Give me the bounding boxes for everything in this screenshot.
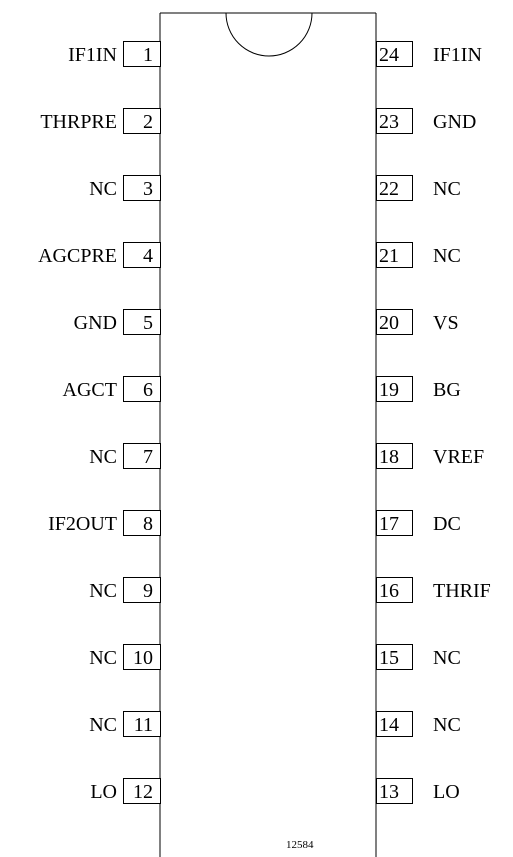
pin-1-name: IF1IN <box>68 44 117 66</box>
pin-9-name: NC <box>89 580 117 602</box>
pin-1 <box>68 42 160 67</box>
pin-4-number: 4 <box>143 245 153 267</box>
ic-package <box>160 13 376 857</box>
pin-7-number: 7 <box>143 446 153 468</box>
pin-5-number: 5 <box>143 312 153 334</box>
pin-13 <box>377 779 460 804</box>
pin-10 <box>89 645 160 670</box>
pin-23-name: GND <box>433 111 477 133</box>
pin-16-name: THRIF <box>433 580 491 602</box>
pin-1-box <box>124 42 161 67</box>
pin-16-number: 16 <box>379 580 399 602</box>
pin-8-number: 8 <box>143 513 153 535</box>
pin-6-box <box>124 377 161 402</box>
pin-21-number: 21 <box>379 245 399 267</box>
pin-10-number: 10 <box>133 647 153 669</box>
pin-5-name: GND <box>73 312 117 334</box>
pin-9-box <box>124 578 161 603</box>
pin-4 <box>38 243 160 268</box>
pin-10-name: NC <box>89 647 117 669</box>
pin-11-name: NC <box>89 714 117 736</box>
pin-6-name: AGCT <box>62 379 117 401</box>
pin-6-number: 6 <box>143 379 153 401</box>
pin-5 <box>74 310 161 335</box>
pin-2 <box>40 109 160 134</box>
pin-14-number: 14 <box>379 714 399 736</box>
pin-3 <box>89 176 160 201</box>
pin-22-number: 22 <box>379 178 399 200</box>
pin-24-name: IF1IN <box>433 44 482 66</box>
pin-7-name: NC <box>89 446 117 468</box>
pin-13-name: LO <box>433 781 460 803</box>
pin-1-number: 1 <box>143 44 153 66</box>
pin-16 <box>377 578 491 603</box>
pin-21 <box>377 243 461 268</box>
pin-8-name: IF2OUT <box>48 513 117 535</box>
pin-17-name: DC <box>433 513 461 535</box>
pin-19-name: BG <box>433 379 461 401</box>
pins <box>38 42 491 804</box>
pin-11-number: 11 <box>133 714 153 736</box>
pin-9 <box>89 578 160 603</box>
pin1-orientation-notch <box>226 13 312 56</box>
pin-20-name: VS <box>433 312 459 334</box>
pin-15-name: NC <box>433 647 461 669</box>
pin-4-name: AGCPRE <box>38 245 117 267</box>
pin-3-box <box>124 176 161 201</box>
pin-8 <box>48 511 160 536</box>
pin-2-number: 2 <box>143 111 153 133</box>
pin-12-number: 12 <box>133 781 153 803</box>
pin-17 <box>377 511 461 536</box>
pin-9-number: 9 <box>143 580 153 602</box>
pin-3-number: 3 <box>143 178 153 200</box>
pin-18-number: 18 <box>379 446 399 468</box>
pin-18-name: VREF <box>433 446 485 468</box>
pin-11 <box>89 712 160 737</box>
pin-20 <box>377 310 459 335</box>
pin-14-name: NC <box>433 714 461 736</box>
pin-8-box <box>124 511 161 536</box>
pin-20-number: 20 <box>379 312 399 334</box>
pin-18 <box>377 444 485 469</box>
pin-23 <box>377 109 477 134</box>
pin-14 <box>377 712 461 737</box>
figure-id-label: 12584 <box>286 839 314 851</box>
pin-17-number: 17 <box>379 513 399 535</box>
pin-12-name: LO <box>90 781 117 803</box>
pin-12 <box>90 779 160 804</box>
pin-15-number: 15 <box>379 647 399 669</box>
pin-5-box <box>124 310 161 335</box>
pin-2-box <box>124 109 161 134</box>
pin-23-number: 23 <box>379 111 399 133</box>
pin-7-box <box>124 444 161 469</box>
pin-3-name: NC <box>89 178 117 200</box>
pin-24-number: 24 <box>379 44 399 66</box>
pin-7 <box>89 444 160 469</box>
pin-19-number: 19 <box>379 379 399 401</box>
pin-24 <box>377 42 482 67</box>
pin-4-box <box>124 243 161 268</box>
pin-15 <box>377 645 461 670</box>
pin-19 <box>377 377 461 402</box>
pin-13-number: 13 <box>379 781 399 803</box>
pin-22-name: NC <box>433 178 461 200</box>
pin-2-name: THRPRE <box>40 111 117 133</box>
pin-22 <box>377 176 461 201</box>
pin-21-name: NC <box>433 245 461 267</box>
pin-6 <box>63 377 161 402</box>
